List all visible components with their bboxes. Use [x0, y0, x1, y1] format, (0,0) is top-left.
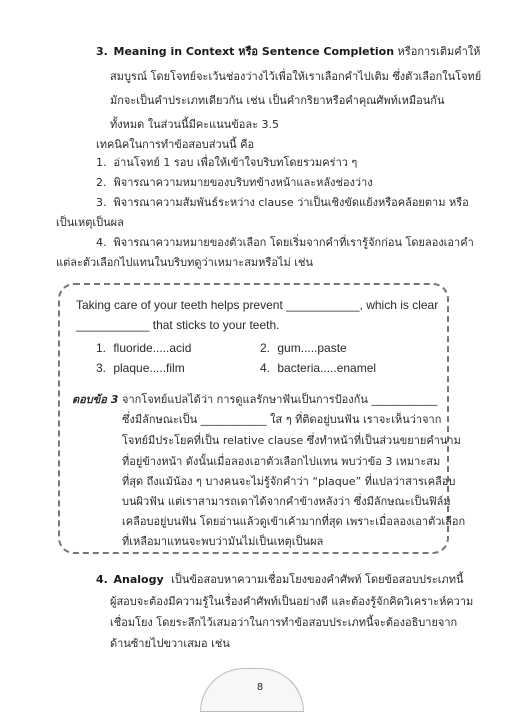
- answer-line: จากโจทย์แปลได้ว่า การดูแลรักษาฟันเป็นการป้องกัน ____________: [122, 393, 438, 406]
- answer-line: ที่เหลือมาแทนจะพบว่ามันไม่เป็นเหตุเป็นผล: [122, 535, 324, 548]
- technique-intro: เทคนิคในการทำข้อสอบส่วนนี้ คือ: [96, 138, 255, 151]
- step-number: 4.: [96, 236, 107, 249]
- answer-line: ซึ่งมีลักษณะเป็น ____________ ใส ๆ ที่ติดอยู่บนฟัน เราจะเห็นว่าจาก: [122, 413, 442, 426]
- section-4-number: 4.: [96, 573, 108, 586]
- choice-number: 2.: [260, 341, 271, 355]
- page-number: 8: [256, 682, 264, 693]
- section-3-title: Meaning in Context หรือ Sentence Completion: [113, 45, 395, 58]
- technique-step: [96, 153, 357, 173]
- technique-step: [96, 193, 469, 213]
- section-4-line: ผู้สอบจะต้องมีความรู้ในเรื่องคำศัพท์เป็นอย่างดี และต้องรู้จักคิดวิเคราะห์ความ: [110, 595, 474, 608]
- step-text: พิจารณาความหมายของบริบทข้างหน้าและหลังช่องว่าง: [113, 176, 373, 189]
- section-3-line: มักจะเป็นคำประเภทเดียวกัน เช่น เป็นคำกริยาหรือคำคุณศัพท์เหมือนกัน: [110, 94, 445, 107]
- choice-text: plaque.....film: [113, 361, 185, 375]
- section-3-line: ทั้งหมด ในส่วนนี้มีคะแนนข้อละ 3.5: [110, 118, 279, 131]
- section-4-line: เชื่อมโยง โดยระลึกไว้เสมอว่าในการทำข้อสอบประเภทนี้จะต้องอธิบายจาก: [110, 616, 458, 629]
- choice-number: 1.: [96, 341, 107, 355]
- section-3-heading-line: [96, 42, 480, 62]
- section-4-heading-line: [96, 570, 464, 590]
- example-choice: [260, 338, 347, 358]
- example-question: Taking care of your teeth helps prevent ___________, which is clear: [76, 298, 439, 312]
- step-number: 2.: [96, 176, 107, 189]
- section-4-line: ด้านซ้ายไปขวาเสมอ เช่น: [110, 637, 230, 650]
- choice-text: bacteria.....enamel: [277, 361, 377, 375]
- example-question: ___________ that sticks to your teeth.: [76, 318, 280, 332]
- step-continuation: เป็นเหตุเป็นผล: [56, 216, 124, 229]
- answer-line: ที่สุด ถึงแม้น้อง ๆ บางคนจะไม่รู้จักคำว่า “plaque” ที่แปลว่าสารเคลือบ: [122, 475, 456, 488]
- step-continuation: แต่ละตัวเลือกไปแทนในบริบทดูว่าเหมาะสมหรือไม่ เช่น: [56, 256, 313, 269]
- choice-number: 4.: [260, 361, 271, 375]
- section-3-line: สมบูรณ์ โดยโจทย์จะเว้นช่องว่างไว้เพื่อให้เราเลือกคำไปเติม ซึ่งตัวเลือกในโจทย์: [110, 70, 482, 83]
- example-choice: [260, 358, 376, 378]
- step-text: พิจารณาความสัมพันธ์ระหว่าง clause ว่าเป็นเชิงขัดแย้งหรือคล้อยตาม หรือ: [113, 196, 469, 209]
- step-number: 1.: [96, 156, 107, 169]
- answer-label: ตอบข้อ 3: [72, 393, 119, 406]
- section-3-number: 3.: [96, 45, 108, 58]
- choice-text: gum.....paste: [277, 341, 347, 355]
- step-text: พิจารณาความหมายของตัวเลือก โดยเริ่มจากคำที่เรารู้จักก่อน โดยลองเอาคำ: [113, 236, 474, 249]
- step-number: 3.: [96, 196, 107, 209]
- answer-line: บนผิวฟัน แต่เราสามารถเดาได้จากคำข้างหลังว่า ซึ่งมีลักษณะเป็นฟิล์ม: [122, 495, 451, 508]
- answer-line: เคลือบอยู่บนฟัน โดยอ่านแล้วดูเข้าเค้ามากที่สุด เพราะเมื่อลองเอาตัวเลือก: [122, 515, 466, 528]
- example-choice: [96, 358, 185, 378]
- section-3-text: หรือการเติมคำให้: [397, 45, 481, 58]
- section-4-title: Analogy: [113, 573, 164, 586]
- choice-number: 3.: [96, 361, 107, 375]
- section-4-text: เป็นข้อสอบหาความเชื่อมโยงของคำศัพท์ โดยข้อสอบประเภทนี้: [171, 573, 464, 586]
- answer-line: โจทย์มีประโยคที่เป็น relative clause ซึ่งทำหน้าที่เป็นส่วนขยายคำนาม: [122, 434, 461, 447]
- answer-line: ที่อยู่ข้างหน้า ดังนั้นเมื่อลองเอาตัวเลือกไปแทน พบว่าข้อ 3 เหมาะสม: [122, 455, 441, 468]
- technique-step: [96, 173, 373, 193]
- step-text: อ่านโจทย์ 1 รอบ เพื่อให้เข้าใจบริบทโดยรวมคร่าว ๆ: [113, 156, 358, 169]
- choice-text: fluoride.....acid: [113, 341, 192, 355]
- example-choice: [96, 338, 191, 358]
- technique-step: [96, 233, 474, 253]
